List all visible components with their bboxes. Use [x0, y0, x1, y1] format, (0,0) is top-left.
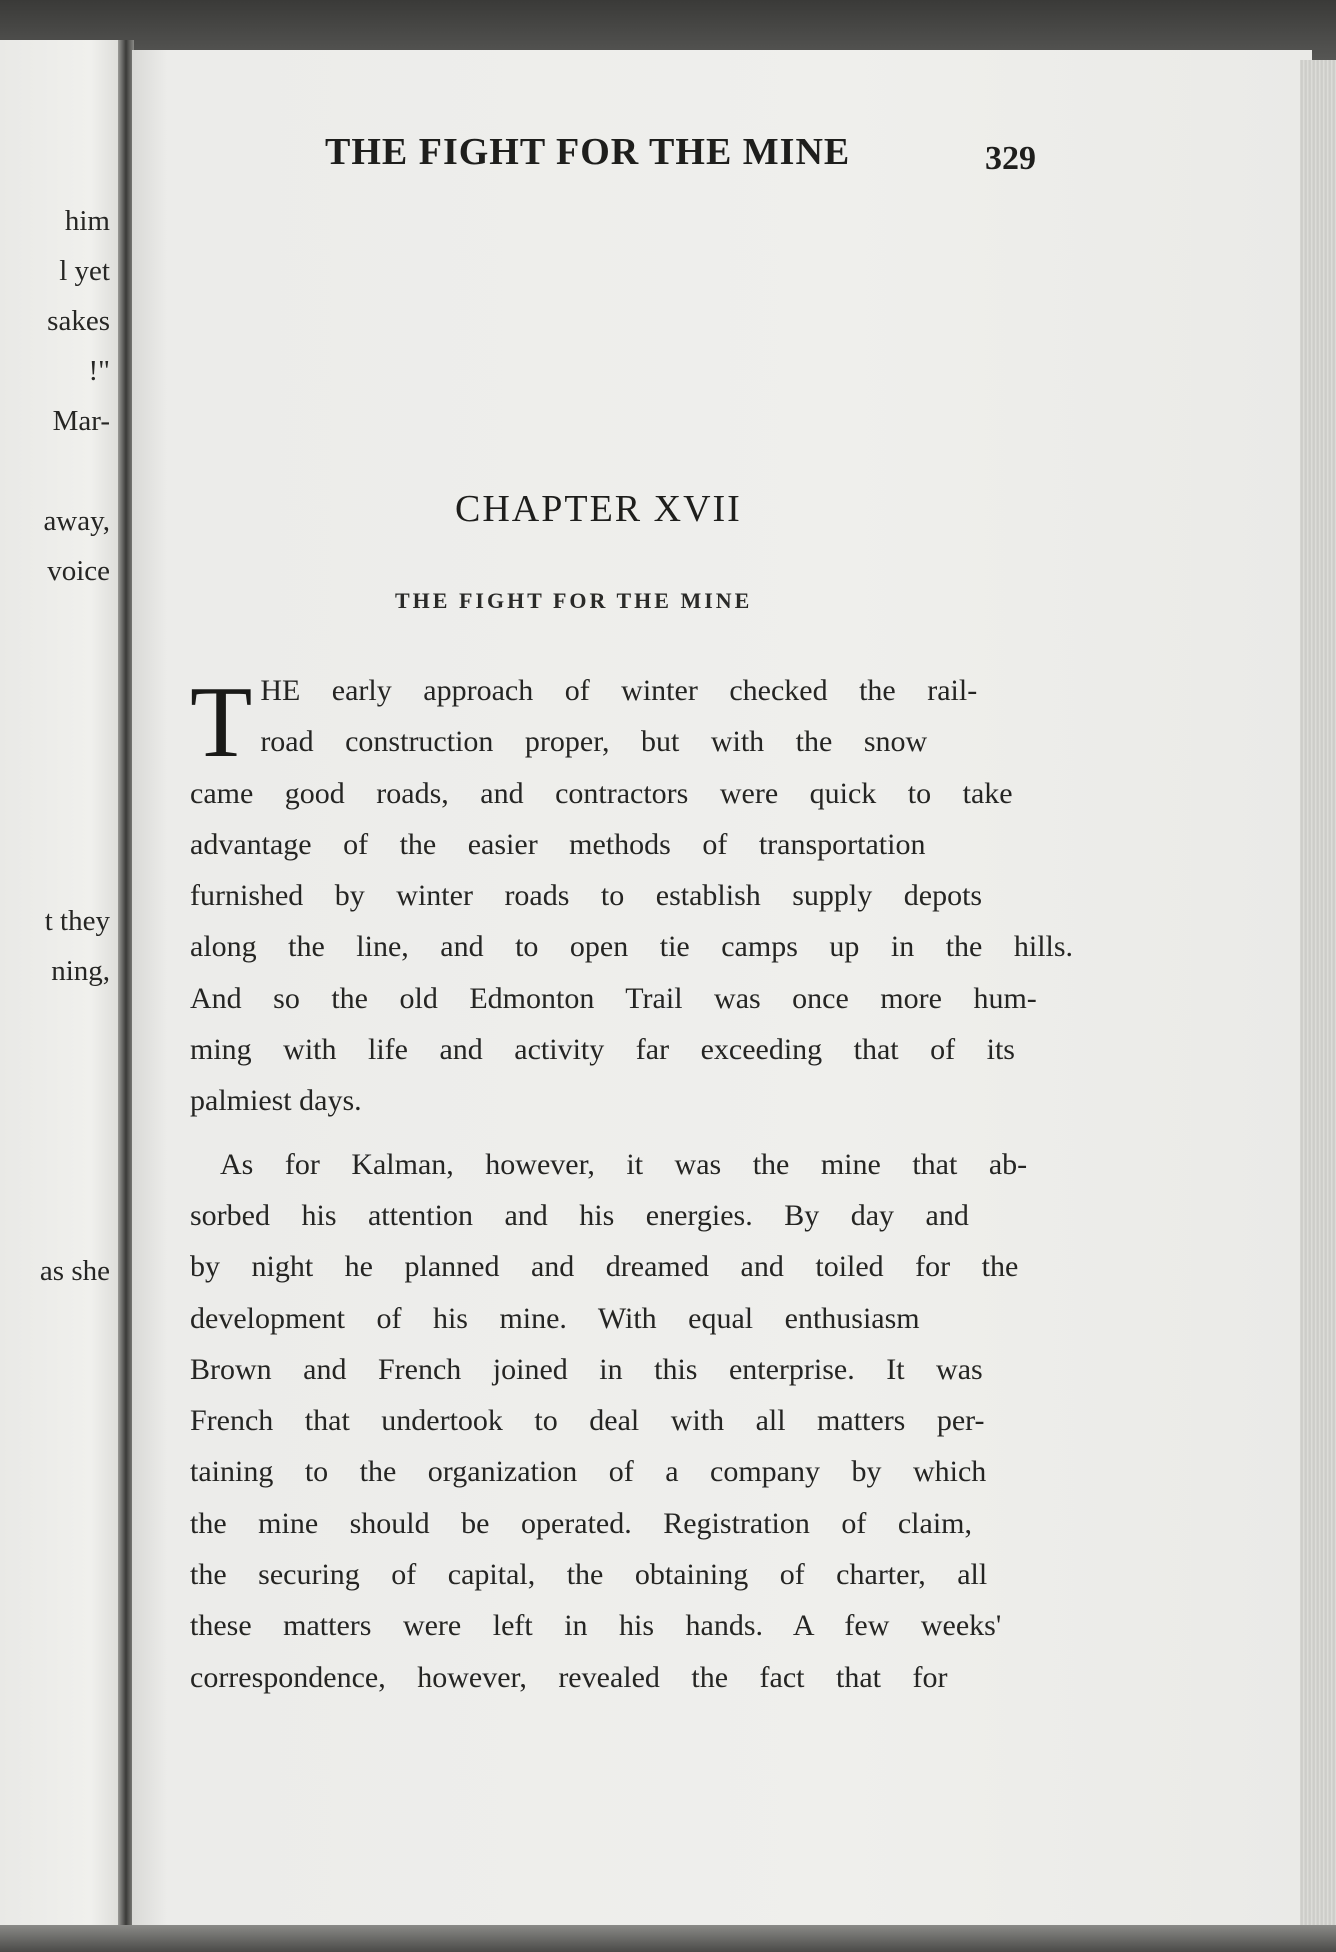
drop-cap: T	[190, 666, 253, 779]
text-line: taining to the organization of a company by which	[190, 1455, 987, 1489]
left-fragment: !"	[88, 355, 110, 387]
text-line: ming with life and activity far exceeding that of its	[190, 1033, 1015, 1067]
body-text	[190, 665, 1074, 1703]
text-line: correspondence, however, revealed the fact that for	[190, 1660, 948, 1694]
text-line: road construction proper, but with the snow	[260, 725, 928, 759]
left-fragment: him	[64, 205, 110, 237]
text-line: furnished by winter roads to establish supply depots	[190, 879, 983, 913]
scan-bottom-shadow	[0, 1925, 1336, 1952]
left-fragment: Mar-	[52, 405, 110, 437]
left-fragment: away,	[43, 505, 110, 537]
text-line: And so the old Edmonton Trail was once more hum-	[190, 981, 1037, 1015]
left-fragment: l yet	[59, 255, 110, 287]
running-head: THE FIGHT FOR THE MINE	[325, 131, 851, 173]
text-line: sorbed his attention and his energies. By day and	[190, 1198, 969, 1232]
text-line: these matters were left in his hands. A few weeks'	[190, 1609, 1002, 1643]
text-line: Brown and French joined in this enterprise. It was	[190, 1352, 983, 1386]
text-line: by night he planned and dreamed and toiled for the	[190, 1250, 1019, 1284]
paragraph-1	[190, 665, 1074, 1127]
left-page	[0, 40, 130, 1930]
left-fragment: sakes	[47, 305, 110, 337]
left-fragment: t they	[44, 905, 110, 937]
page-number: 329	[985, 140, 1036, 177]
chapter-heading: CHAPTER XVII	[455, 488, 742, 530]
text-line: HE early approach of winter checked the rail-	[260, 674, 978, 707]
text-line: French that undertook to deal with all matters per-	[190, 1404, 985, 1438]
text-line: along the line, and to open tie camps up in the hills.	[190, 930, 1074, 964]
text-line: As for Kalman, however, it was the mine that ab-	[220, 1147, 1028, 1181]
page-edges	[1300, 60, 1336, 1940]
text-line: the mine should be operated. Registration of claim,	[190, 1506, 973, 1540]
text-line: came good roads, and contractors were quick to take	[190, 776, 1013, 810]
text-line: palmiest days.	[190, 1084, 362, 1118]
paragraph-2	[190, 1139, 1032, 1703]
text-line: advantage of the easier methods of transportation	[190, 827, 926, 861]
left-fragment: as she	[39, 1255, 110, 1287]
text-line: development of his mine. With equal enthusiasm	[190, 1301, 920, 1335]
text-line: the securing of capital, the obtaining of charter, all	[190, 1558, 988, 1592]
left-fragment: voice	[47, 555, 110, 587]
left-fragment: ning,	[51, 955, 110, 987]
chapter-subtitle: THE FIGHT FOR THE MINE	[395, 588, 753, 613]
